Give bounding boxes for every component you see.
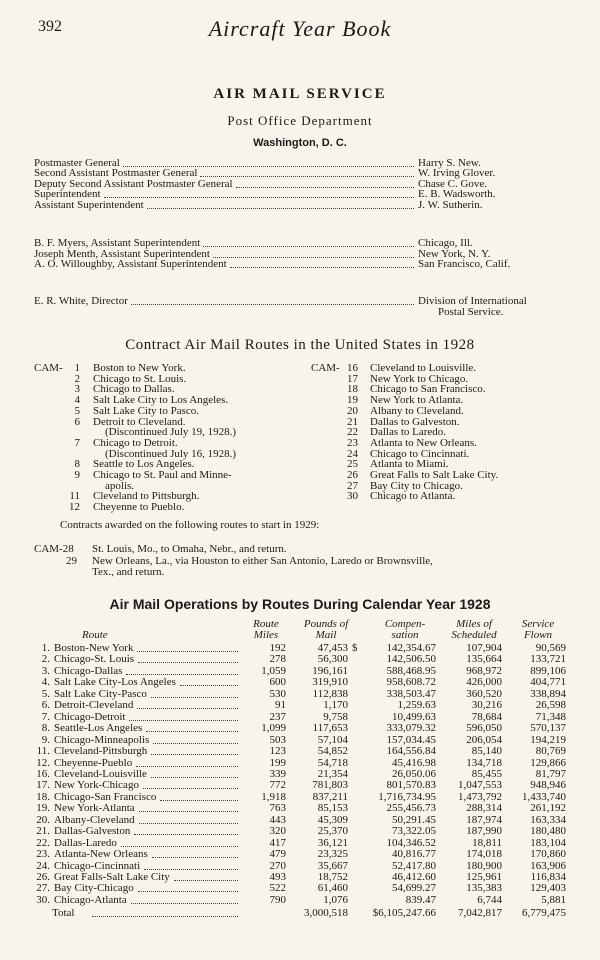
dot-leader bbox=[92, 908, 238, 917]
cam-number: 7 bbox=[74, 436, 80, 449]
official-name: Harry S. New. bbox=[418, 157, 481, 169]
row-pounds: 1,076 bbox=[323, 893, 348, 906]
row-compensation: 50,291.45 bbox=[392, 813, 436, 826]
row-scheduled-miles: 426,000 bbox=[466, 676, 502, 689]
operations-heading: Air Mail Operations by Routes During Calendar Year 1928 bbox=[109, 596, 491, 612]
row-number: 16. bbox=[36, 767, 50, 780]
cam28-label: CAM-28 bbox=[34, 543, 74, 555]
director-division: Division of International bbox=[418, 295, 527, 307]
row-number: 1. bbox=[41, 642, 50, 654]
row-route: Chicago-Minneapolis bbox=[54, 733, 150, 746]
cam29-route-line1: New Orleans, La., via Houston to either San Antonio, Laredo or Brownsville, bbox=[92, 555, 433, 567]
row-compensation: 958,608.72 bbox=[386, 676, 436, 689]
row-scheduled-miles: 174,018 bbox=[466, 848, 502, 861]
cam-number: 16 bbox=[347, 362, 358, 374]
dot-leader bbox=[129, 712, 238, 721]
dot-leader bbox=[200, 168, 414, 177]
row-compensation: 104,346.52 bbox=[386, 836, 436, 849]
row-route: Albany-Cleveland bbox=[54, 813, 135, 826]
dot-leader bbox=[213, 249, 414, 258]
cam-route: Dallas to Laredo. bbox=[370, 426, 447, 439]
dot-leader bbox=[152, 849, 238, 858]
cam29-label: 29 bbox=[66, 555, 77, 567]
cam-number: 20 bbox=[347, 404, 358, 417]
row-route-miles: 763 bbox=[269, 802, 286, 815]
cam-route: Chicago to Atlanta. bbox=[370, 490, 456, 503]
row-pounds: 837,211 bbox=[312, 790, 348, 803]
row-route: Dallas-Laredo bbox=[54, 836, 117, 849]
cam-route: New York to Chicago. bbox=[370, 372, 469, 385]
row-service-flown: 71,348 bbox=[535, 710, 566, 723]
cam28-route: St. Louis, Mo., to Omaha, Nebr., and return. bbox=[92, 543, 287, 555]
row-pounds: 23,325 bbox=[317, 848, 348, 861]
row-service-flown: 5,881 bbox=[541, 893, 566, 906]
row-route: Detroit-Cleveland bbox=[54, 699, 134, 712]
row-pounds: 56,300 bbox=[317, 653, 348, 666]
cam-route: Albany to Cleveland. bbox=[370, 404, 464, 417]
row-compensation: 52,417.80 bbox=[392, 859, 436, 872]
row-compensation: 157,034.45 bbox=[386, 733, 436, 746]
row-compensation: 10,499.63 bbox=[392, 710, 436, 723]
row-number: 4. bbox=[41, 676, 50, 689]
row-number: 9. bbox=[41, 733, 50, 746]
cam-route: (Discontinued July 16, 1928.) bbox=[105, 447, 237, 460]
row-service-flown: 80,769 bbox=[535, 745, 566, 758]
row-service-flown: 948,946 bbox=[530, 779, 566, 792]
row-route: Great Falls-Salt Lake City bbox=[54, 871, 170, 883]
cam-number: 21 bbox=[347, 415, 358, 428]
assistant-title: B. F. Myers, Assistant Superintendent bbox=[34, 237, 201, 249]
row-number: 2. bbox=[41, 653, 50, 666]
row-pounds: 45,309 bbox=[317, 813, 348, 826]
row-compensation: 45,416.98 bbox=[392, 756, 436, 769]
row-compensation: 1,259.63 bbox=[397, 699, 436, 712]
dot-leader bbox=[153, 735, 238, 744]
row-route-miles: 237 bbox=[269, 710, 286, 723]
official-name: W. Irving Glover. bbox=[418, 167, 496, 180]
row-compensation: 73,322.05 bbox=[392, 825, 436, 838]
row-service-flown: 180,480 bbox=[530, 825, 566, 838]
assistant-title: A. O. Willoughby, Assistant Superintendent bbox=[34, 258, 227, 271]
row-pounds: 35,667 bbox=[317, 859, 348, 872]
row-service-flown: 26,598 bbox=[535, 699, 566, 712]
col-compensation-head: Compen- sation bbox=[384, 618, 426, 641]
row-scheduled-miles: 180,900 bbox=[466, 859, 502, 872]
row-scheduled-miles: 85,140 bbox=[471, 745, 502, 758]
cam-route: Dallas to Galveston. bbox=[370, 415, 460, 428]
row-compensation: 142,354.67 bbox=[386, 642, 436, 654]
row-number: 21. bbox=[36, 825, 50, 838]
row-compensation: 1,716,734.95 bbox=[378, 790, 436, 803]
official-name: Chase C. Gove. bbox=[418, 177, 488, 190]
dot-leader bbox=[174, 872, 238, 881]
row-pounds: 54,852 bbox=[317, 745, 348, 758]
row-number: 20. bbox=[36, 813, 50, 826]
row-route-miles: 479 bbox=[269, 848, 286, 861]
row-route-miles: 123 bbox=[269, 745, 286, 758]
row-compensation: 40,816.77 bbox=[392, 848, 436, 861]
total-pounds: 3,000,518 bbox=[304, 907, 348, 919]
row-route: Cleveland-Pittsburgh bbox=[54, 745, 148, 758]
cam-number: 8 bbox=[74, 458, 80, 471]
row-scheduled-miles: 968,972 bbox=[466, 664, 502, 677]
department-title: Post Office Department bbox=[227, 113, 373, 128]
row-scheduled-miles: 135,664 bbox=[466, 653, 502, 666]
col-miles-head: Route Miles bbox=[253, 618, 279, 641]
row-route: Chicago-Detroit bbox=[54, 710, 126, 723]
row-service-flown: 261,192 bbox=[530, 802, 566, 815]
row-route-miles: 443 bbox=[269, 813, 286, 826]
row-pounds: 25,370 bbox=[317, 825, 348, 838]
section-title: AIR MAIL SERVICE bbox=[213, 86, 387, 102]
row-scheduled-miles: 30,216 bbox=[471, 699, 502, 712]
row-service-flown: 129,866 bbox=[530, 756, 566, 769]
row-service-flown: 899,106 bbox=[530, 664, 566, 677]
contract-routes-heading: Contract Air Mail Routes in the United States in 1928 bbox=[125, 337, 475, 353]
official-title: Deputy Second Assistant Postmaster General bbox=[34, 177, 233, 190]
cam-route: Cleveland to Louisville. bbox=[370, 362, 477, 374]
director-division-line2: Postal Service. bbox=[438, 306, 504, 318]
assistant-place: Chicago, Ill. bbox=[418, 237, 473, 249]
row-compensation: 801,570.83 bbox=[386, 779, 436, 792]
row-number: 7. bbox=[41, 710, 50, 723]
cam-number: 23 bbox=[347, 436, 358, 449]
row-route-miles: 1,059 bbox=[261, 664, 286, 677]
row-scheduled-miles: 288,314 bbox=[466, 802, 502, 815]
cam-route: Chicago to Detroit. bbox=[93, 436, 178, 449]
row-scheduled-miles: 360,520 bbox=[466, 687, 502, 700]
row-pounds: 47,453 bbox=[317, 642, 348, 654]
row-service-flown: 163,334 bbox=[530, 813, 566, 826]
row-pounds: 36,121 bbox=[317, 836, 348, 849]
official-title: Second Assistant Postmaster General bbox=[34, 167, 198, 180]
row-service-flown: 90,569 bbox=[535, 642, 566, 654]
row-route: Boston-New York bbox=[54, 642, 134, 654]
row-service-flown: 163,906 bbox=[530, 859, 566, 872]
official-name: E. B. Wadsworth. bbox=[418, 188, 496, 201]
row-compensation: 26,050.06 bbox=[392, 767, 436, 780]
row-number: 5. bbox=[41, 687, 50, 700]
cam-route: Chicago to St. Louis. bbox=[93, 372, 187, 385]
row-route: Chicago-St. Louis bbox=[54, 653, 135, 666]
dot-leader bbox=[136, 758, 238, 767]
cam-number: 25 bbox=[347, 458, 358, 471]
running-title: Aircraft Year Book bbox=[208, 16, 392, 41]
dot-leader bbox=[104, 189, 414, 198]
cam-route: Atlanta to Miami. bbox=[370, 458, 449, 471]
assistant-place: New York, N. Y. bbox=[418, 247, 491, 260]
dot-leader bbox=[138, 883, 238, 892]
official-title: Postmaster General bbox=[34, 157, 120, 169]
row-service-flown: 194,219 bbox=[530, 733, 566, 746]
cam-route: apolis. bbox=[105, 479, 135, 492]
row-scheduled-miles: 596,050 bbox=[466, 722, 502, 735]
cam-route: Chicago to St. Paul and Minne- bbox=[93, 469, 232, 481]
dot-leader bbox=[137, 643, 238, 652]
cam-number: 17 bbox=[347, 372, 358, 385]
cam-route: Chicago to San Francisco. bbox=[370, 383, 486, 396]
row-route-miles: 278 bbox=[269, 653, 286, 666]
dot-leader bbox=[147, 200, 414, 209]
cam-number: 12 bbox=[69, 501, 80, 514]
row-pounds: 21,354 bbox=[317, 767, 348, 780]
dot-leader bbox=[151, 769, 238, 778]
dot-leader bbox=[126, 666, 238, 675]
total-flown: 6,779,475 bbox=[522, 907, 566, 919]
cam-number: 30 bbox=[347, 490, 358, 503]
dot-leader bbox=[131, 895, 238, 904]
row-route: New York-Atlanta bbox=[54, 802, 135, 815]
cam-number: 5 bbox=[74, 404, 80, 417]
row-route: Chicago-San Francisco bbox=[54, 790, 157, 803]
row-scheduled-miles: 18,811 bbox=[472, 836, 502, 849]
dot-leader bbox=[144, 861, 238, 870]
row-number: 23. bbox=[36, 848, 50, 861]
dot-leader bbox=[137, 700, 238, 709]
row-route: Cheyenne-Pueblo bbox=[54, 756, 133, 769]
dot-leader bbox=[143, 780, 238, 789]
cam-number: 3 bbox=[74, 383, 80, 396]
dot-leader bbox=[151, 689, 238, 698]
row-route: Bay City-Chicago bbox=[54, 882, 134, 895]
cam-route: (Discontinued July 19, 1928.) bbox=[105, 426, 237, 439]
cam-route: Detroit to Cleveland. bbox=[93, 415, 186, 428]
cam-number: 22 bbox=[347, 426, 358, 439]
row-service-flown: 404,771 bbox=[530, 676, 566, 689]
row-service-flown: 338,894 bbox=[530, 687, 566, 700]
row-number: 30. bbox=[36, 893, 50, 906]
row-route: Chicago-Dallas bbox=[54, 664, 123, 677]
cam-number: 27 bbox=[347, 479, 358, 492]
dot-leader bbox=[139, 815, 238, 824]
row-service-flown: 183,104 bbox=[530, 836, 566, 849]
cam-route: Chicago to Dallas. bbox=[93, 383, 175, 396]
row-pounds: 9,758 bbox=[323, 710, 348, 723]
director-title: E. R. White, Director bbox=[34, 295, 128, 307]
row-pounds: 61,460 bbox=[317, 882, 348, 895]
row-scheduled-miles: 6,744 bbox=[477, 893, 502, 906]
row-route-miles: 503 bbox=[269, 733, 286, 746]
dot-leader bbox=[230, 259, 414, 268]
row-scheduled-miles: 206,054 bbox=[466, 733, 502, 746]
row-compensation: 142,506.50 bbox=[386, 653, 436, 666]
assistant-place: San Francisco, Calif. bbox=[418, 258, 511, 271]
row-compensation: 46,412.60 bbox=[392, 871, 436, 883]
row-number: 27. bbox=[36, 882, 50, 895]
cam-route: Salt Lake City to Los Angeles. bbox=[93, 394, 229, 407]
assistant-title: Joseph Menth, Assistant Superintendent bbox=[34, 247, 210, 260]
cam-number: 11 bbox=[69, 490, 80, 503]
dot-leader bbox=[146, 723, 238, 732]
row-service-flown: 170,860 bbox=[530, 848, 566, 861]
row-route-miles: 1,099 bbox=[261, 722, 286, 735]
cam-number: 19 bbox=[347, 394, 358, 407]
contracts-awarded-note: Contracts awarded on the following routes to start in 1929: bbox=[60, 519, 320, 531]
dot-leader bbox=[151, 746, 238, 755]
dot-leader bbox=[203, 238, 414, 247]
dot-leader bbox=[138, 654, 238, 663]
col-pounds-head: Pounds of Mail bbox=[303, 618, 349, 641]
row-route-miles: 600 bbox=[269, 676, 286, 689]
row-route-miles: 530 bbox=[269, 687, 286, 700]
row-scheduled-miles: 85,455 bbox=[471, 767, 502, 780]
row-number: 19. bbox=[36, 802, 50, 815]
row-dollar-sign: $ bbox=[352, 642, 358, 654]
row-service-flown: 81,797 bbox=[535, 767, 566, 780]
row-service-flown: 570,137 bbox=[530, 722, 566, 735]
row-compensation: 54,699.27 bbox=[392, 882, 436, 895]
row-scheduled-miles: 78,684 bbox=[471, 710, 502, 723]
row-scheduled-miles: 187,974 bbox=[466, 813, 502, 826]
row-scheduled-miles: 135,383 bbox=[466, 882, 502, 895]
cam-prefix: CAM- bbox=[34, 362, 63, 374]
dot-leader bbox=[180, 677, 238, 686]
row-route-miles: 339 bbox=[269, 767, 286, 780]
row-route: Cleveland-Louisville bbox=[54, 767, 147, 780]
row-pounds: 1,170 bbox=[323, 699, 348, 712]
cam-number: 9 bbox=[74, 469, 80, 481]
row-number: 6. bbox=[41, 699, 50, 712]
row-scheduled-miles: 134,718 bbox=[466, 756, 502, 769]
dot-leader bbox=[236, 179, 414, 188]
dot-leader bbox=[160, 792, 238, 801]
row-route-miles: 1,918 bbox=[261, 790, 286, 803]
cam-route: Cleveland to Pittsburgh. bbox=[93, 490, 200, 503]
location-title: Washington, D. C. bbox=[253, 137, 347, 149]
row-pounds: 117,653 bbox=[312, 722, 348, 735]
row-route: Salt Lake City-Los Angeles bbox=[54, 676, 176, 689]
cam-number: 18 bbox=[347, 383, 358, 396]
row-number: 3. bbox=[41, 664, 50, 677]
row-compensation: 333,079.32 bbox=[386, 722, 436, 735]
cam29-route-line2: Tex., and return. bbox=[92, 566, 165, 578]
row-route-miles: 493 bbox=[269, 871, 286, 883]
row-route: Chicago-Cincinnati bbox=[54, 859, 141, 872]
cam-number: 24 bbox=[347, 447, 358, 460]
row-route: Dallas-Galveston bbox=[54, 825, 131, 838]
row-compensation: 839.47 bbox=[405, 893, 436, 906]
row-pounds: 57,104 bbox=[317, 733, 348, 746]
cam-number: 26 bbox=[347, 469, 358, 481]
cam-number: 2 bbox=[74, 372, 80, 385]
row-route-miles: 91 bbox=[275, 699, 286, 712]
row-route-miles: 790 bbox=[269, 893, 286, 906]
dot-leader bbox=[123, 158, 414, 167]
cam-route: Salt Lake City to Pasco. bbox=[93, 404, 200, 417]
row-route-miles: 522 bbox=[269, 882, 286, 895]
row-number: 24. bbox=[36, 859, 50, 872]
row-pounds: 781,803 bbox=[312, 779, 348, 792]
row-compensation: 255,456.73 bbox=[386, 802, 436, 815]
row-number: 26. bbox=[36, 871, 50, 883]
row-service-flown: 1,433,740 bbox=[522, 790, 566, 803]
row-pounds: 319,910 bbox=[312, 676, 348, 689]
row-route: Seattle-Los Angeles bbox=[54, 722, 143, 735]
cam-number: 6 bbox=[74, 415, 80, 428]
row-compensation: 338,503.47 bbox=[386, 687, 436, 700]
row-pounds: 85,153 bbox=[317, 802, 348, 815]
row-pounds: 18,752 bbox=[317, 871, 348, 883]
row-scheduled-miles: 1,047,553 bbox=[458, 779, 502, 792]
row-route: Atlanta-New Orleans bbox=[54, 848, 148, 861]
row-pounds: 54,718 bbox=[317, 756, 348, 769]
row-scheduled-miles: 1,473,792 bbox=[458, 790, 502, 803]
row-route-miles: 199 bbox=[269, 756, 286, 769]
row-route-miles: 192 bbox=[269, 642, 286, 654]
dot-leader bbox=[139, 803, 238, 812]
cam-route: Boston to New York. bbox=[93, 362, 186, 374]
row-number: 17. bbox=[36, 779, 50, 792]
cam-route: New York to Atlanta. bbox=[370, 394, 464, 407]
dot-leader bbox=[134, 826, 238, 835]
cam-number: 4 bbox=[74, 394, 80, 407]
row-number: 22. bbox=[36, 836, 50, 849]
row-scheduled-miles: 107,904 bbox=[466, 642, 502, 654]
official-name: J. W. Sutherin. bbox=[418, 198, 483, 211]
row-number: 11. bbox=[36, 745, 50, 758]
row-route-miles: 320 bbox=[269, 825, 286, 838]
cam-route: Atlanta to New Orleans. bbox=[370, 436, 477, 449]
row-compensation: 164,556.84 bbox=[386, 745, 436, 758]
cam-prefix: CAM- bbox=[311, 362, 340, 374]
col-flown-head: Service Flown bbox=[521, 618, 555, 641]
row-service-flown: 133,721 bbox=[530, 653, 566, 666]
cam-route: Chicago to Cincinnati. bbox=[370, 447, 470, 460]
cam-route: Bay City to Chicago. bbox=[370, 479, 463, 492]
dot-leader bbox=[121, 838, 238, 847]
row-service-flown: 116,834 bbox=[530, 871, 566, 883]
official-title: Superintendent bbox=[34, 188, 101, 201]
row-route: Chicago-Atlanta bbox=[54, 893, 127, 906]
cam-route: Seattle to Los Angeles. bbox=[93, 458, 195, 471]
cam-number: 1 bbox=[74, 362, 80, 374]
cam-route: Great Falls to Salt Lake City. bbox=[370, 469, 499, 481]
row-number: 12. bbox=[36, 756, 50, 769]
row-pounds: 196,161 bbox=[312, 664, 348, 677]
row-route: Salt Lake City-Pasco bbox=[54, 687, 147, 700]
row-number: 18. bbox=[36, 790, 50, 803]
row-route: New York-Chicago bbox=[54, 779, 139, 792]
col-route-head: Route bbox=[82, 629, 108, 641]
row-route-miles: 772 bbox=[269, 779, 286, 792]
row-route-miles: 270 bbox=[269, 859, 286, 872]
row-service-flown: 129,403 bbox=[530, 882, 566, 895]
total-compensation: $6,105,247.66 bbox=[372, 907, 436, 919]
page-number: 392 bbox=[38, 18, 62, 35]
dot-leader bbox=[131, 296, 414, 305]
row-route-miles: 417 bbox=[269, 836, 286, 849]
row-number: 8. bbox=[41, 722, 50, 735]
cam-route: Cheyenne to Pueblo. bbox=[93, 501, 185, 514]
total-scheduled: 7,042,817 bbox=[458, 907, 502, 919]
row-compensation: 588,468.95 bbox=[386, 664, 436, 677]
row-scheduled-miles: 187,990 bbox=[466, 825, 502, 838]
official-title: Assistant Superintendent bbox=[34, 198, 144, 211]
total-label: Total bbox=[52, 907, 75, 919]
row-pounds: 112,838 bbox=[312, 687, 348, 700]
row-scheduled-miles: 125,961 bbox=[466, 871, 502, 883]
col-scheduled-head: Miles of Scheduled bbox=[451, 618, 497, 641]
